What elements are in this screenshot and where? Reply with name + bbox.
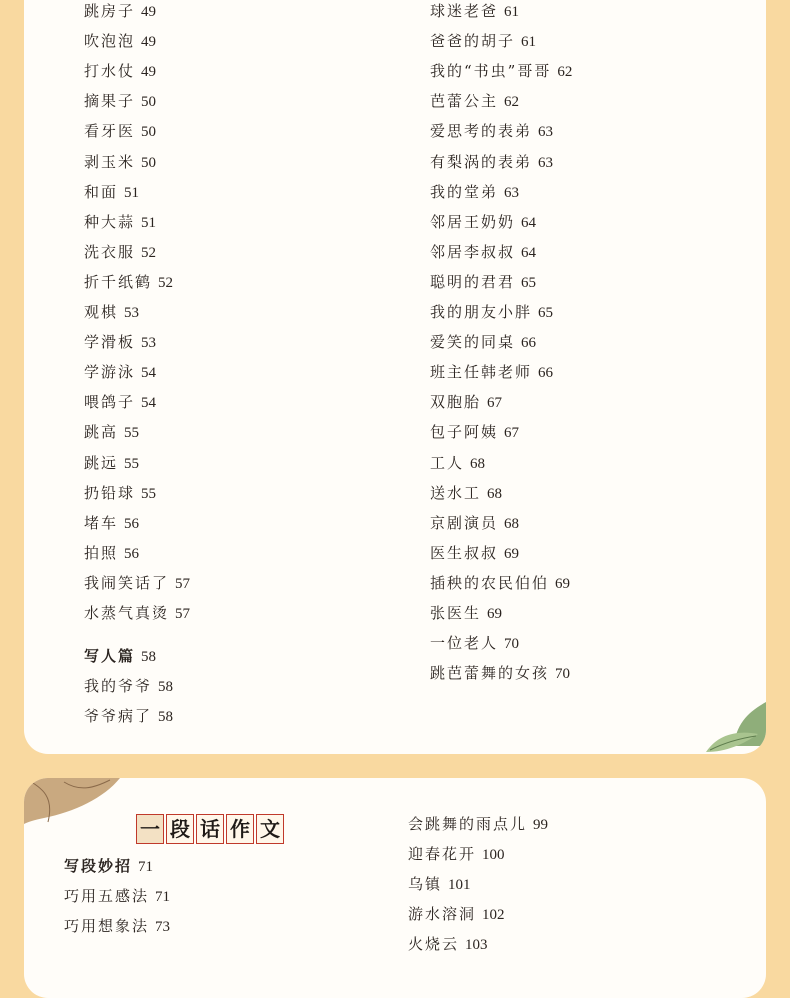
toc-left-column [64,855,356,975]
toc-entry-title: 班主任韩老师 [430,363,533,382]
toc-entry-page: 49 [141,64,157,81]
toc-entry [84,602,190,632]
toc-entry-title: 跳芭蕾舞的女孩 [430,664,550,683]
toc-entry-page: 63 [504,184,520,201]
toc-entry-title: 洗衣服 [84,242,136,261]
toc-entry [408,873,471,903]
toc-entry-title: 水蒸气真烫 [84,604,170,622]
toc-entry-page: 61 [504,4,520,20]
toc-entry-title: 乌镇 [408,875,443,893]
toc-entry-page: 63 [538,154,554,171]
toc-entry-page: 62 [557,64,573,81]
toc-entry-title: 观棋 [84,303,119,321]
toc-entry-page: 70 [555,666,571,683]
toc-entry [430,271,536,301]
toc-entry-page: 70 [504,636,520,653]
heading-char: 一 [136,814,164,844]
toc-entry-page: 66 [521,335,537,352]
toc-entry-title: 剥玉米 [84,152,136,171]
toc-entry-title: 吹泡泡 [84,32,136,51]
toc-entry [84,90,156,120]
toc-entry [84,241,156,271]
toc-entry [84,301,139,331]
toc-entry-page: 55 [124,425,140,442]
toc-entry [84,0,156,30]
toc-entry [430,482,502,512]
toc-entry [430,0,519,30]
toc-entry-page: 64 [521,214,537,231]
toc-entry-title: 游水溶洞 [408,905,477,923]
toc-entry [430,662,570,692]
toc-entry-title: 爷爷病了 [84,707,153,726]
toc-entry [430,632,519,662]
toc-entry [430,391,502,421]
toc-entry [84,391,156,421]
toc-entry-page: 66 [538,365,554,382]
toc-entry [84,675,173,705]
toc-entry-page: 57 [175,575,191,592]
toc-entry-title: 打水仗 [84,62,136,81]
toc-entry-page: 103 [465,937,488,953]
toc-entry-title: 跳远 [84,453,119,472]
toc-entry-page: 68 [470,455,486,472]
toc-entry [84,60,156,90]
toc-entry-page: 102 [482,907,505,923]
toc-entry [84,181,139,211]
toc-entry-title: 一位老人 [430,634,499,653]
toc-entry-page: 64 [521,244,537,261]
toc-entry [84,361,156,391]
toc-entry-title: 摘果子 [84,92,136,111]
toc-entry-page: 71 [155,889,171,905]
toc-entry-page: 55 [141,485,157,502]
toc-entry-title: 我闹笑话了 [84,573,170,592]
toc-entry [84,705,173,735]
toc-entry-page: 52 [141,244,157,261]
toc-entry-page: 52 [158,274,174,291]
toc-entry [430,211,536,241]
toc-entry [84,421,139,451]
toc-entry-page: 53 [141,335,157,352]
toc-entry-title: 堵车 [84,513,119,532]
toc-entry [84,151,156,181]
toc-entry-page: 69 [504,545,520,562]
toc-entry-page: 51 [124,184,140,201]
toc-entry [408,813,548,843]
toc-entry-page: 53 [124,305,140,321]
toc-entry-page: 65 [538,305,554,321]
toc-entry [430,602,502,632]
toc-entry-page: 68 [487,485,503,502]
toc-entry-title: 芭蕾公主 [430,92,499,111]
toc-entry-title: 双胞胎 [430,393,482,412]
toc-entry-page: 67 [487,395,503,412]
toc-entry-page: 56 [124,515,140,532]
toc-entry-page: 51 [141,214,157,231]
toc-entry [84,271,173,301]
toc-entry-page: 63 [538,124,554,141]
toc-section-heading [64,855,153,885]
toc-entry [430,151,553,181]
toc-entry [84,572,190,602]
toc-entry-page: 67 [504,425,520,442]
toc-left-column [84,0,380,740]
toc-entry [430,452,485,482]
toc-entry [84,512,139,542]
toc-entry-title: 跳高 [84,423,119,442]
toc-entry-title: 折千纸鹤 [84,272,153,291]
toc-entry-page: 69 [555,575,571,592]
toc-entry-page: 54 [141,395,157,412]
toc-entry-page: 71 [138,859,154,875]
toc-entry-page: 99 [533,817,549,833]
toc-entry-title: 拍照 [84,543,119,562]
toc-entry [84,30,156,60]
toc-entry [430,361,553,391]
toc-entry-title: 插秧的农民伯伯 [430,573,550,592]
toc-entry [430,120,553,150]
toc-entry-title: 爱笑的同桌 [430,333,516,352]
toc-entry-page: 58 [158,679,174,696]
toc-entry-title: 爸爸的胡子 [430,32,516,51]
toc-entry-title: 工人 [430,453,465,472]
toc-entry-title: 医生叔叔 [430,543,499,562]
toc-entry-page: 100 [482,847,505,863]
toc-entry-page: 69 [487,606,503,622]
toc-entry-title: 跳房子 [84,2,136,20]
toc-entry [84,120,156,150]
toc-entry-title: 张医生 [430,604,482,622]
toc-entry-title: 看牙医 [84,122,136,141]
toc-entry-title: 巧用五感法 [64,887,150,905]
leaf-decoration-icon [24,778,120,826]
heading-char: 文 [256,814,284,844]
toc-entry-page: 49 [141,34,157,51]
toc-right-column [430,0,724,740]
toc-entry-title: 球迷老爸 [430,2,499,20]
toc-entry-title: 喂鸽子 [84,393,136,412]
toc-entry [430,241,536,271]
toc-entry [430,181,519,211]
toc-entry [430,421,519,451]
toc-card-top [24,0,766,754]
toc-entry-title: 邻居李叔叔 [430,242,516,261]
toc-entry-title: 我的朋友小胖 [430,303,533,321]
heading-char: 作 [226,814,254,844]
heading-char: 话 [196,814,224,844]
toc-entry-title: 扔铅球 [84,483,136,502]
section-heading [136,814,286,844]
toc-entry [64,885,170,915]
toc-entry-title: 火烧云 [408,935,460,953]
toc-card-bottom [24,778,766,998]
toc-entry [430,512,519,542]
toc-entry-title: 写段妙招 [64,857,133,875]
toc-entry [430,60,572,90]
toc-entry-title: 巧用想象法 [64,917,150,935]
toc-entry-title: 迎春花开 [408,845,477,863]
toc-entry [84,211,156,241]
toc-entry-page: 50 [141,124,157,141]
toc-entry [430,542,519,572]
toc-entry-page: 50 [141,154,157,171]
toc-entry [430,30,536,60]
toc-entry-page: 57 [175,606,191,622]
toc-entry [408,933,488,963]
toc-entry-page: 58 [158,709,174,726]
toc-entry-page: 50 [141,94,157,111]
toc-entry-page: 68 [504,515,520,532]
toc-entry-title: 我的“书虫”哥哥 [430,62,552,81]
toc-entry-page: 55 [124,455,140,472]
toc-entry-title: 会跳舞的雨点儿 [408,815,528,833]
toc-entry-title: 种大蒜 [84,212,136,231]
toc-right-column [408,813,704,993]
toc-entry [430,90,519,120]
toc-section-heading [84,645,156,675]
toc-entry-title: 有梨涡的表弟 [430,152,533,171]
toc-entry [84,331,156,361]
toc-entry [84,452,139,482]
toc-entry-title: 爱思考的表弟 [430,122,533,141]
toc-entry-title: 送水工 [430,483,482,502]
toc-entry-title: 聪明的君君 [430,272,516,291]
toc-entry-title: 京剧演员 [430,513,499,532]
toc-entry [84,542,139,572]
toc-entry [430,331,536,361]
toc-entry-page: 62 [504,94,520,111]
toc-entry-title: 学滑板 [84,333,136,352]
leaf-decoration-icon [696,694,766,754]
heading-char: 段 [166,814,194,844]
toc-entry [430,301,553,331]
toc-entry-title: 我的爷爷 [84,677,153,696]
toc-entry [408,903,505,933]
toc-entry-page: 61 [521,34,537,51]
toc-entry-title: 写人篇 [84,647,136,666]
toc-entry-title: 学游泳 [84,363,136,382]
toc-entry-page: 56 [124,545,140,562]
toc-entry [64,915,170,945]
toc-entry-page: 58 [141,649,157,666]
toc-entry-page: 49 [141,4,157,20]
toc-entry-title: 包子阿姨 [430,423,499,442]
toc-entry-page: 65 [521,274,537,291]
toc-entry-page: 73 [155,919,171,935]
toc-entry [84,482,156,512]
toc-entry-title: 我的堂弟 [430,182,499,201]
toc-entry-page: 101 [448,877,471,893]
toc-entry-title: 邻居王奶奶 [430,212,516,231]
toc-entry [408,843,505,873]
toc-entry [430,572,570,602]
toc-entry-title: 和面 [84,182,119,201]
toc-entry-page: 54 [141,365,157,382]
